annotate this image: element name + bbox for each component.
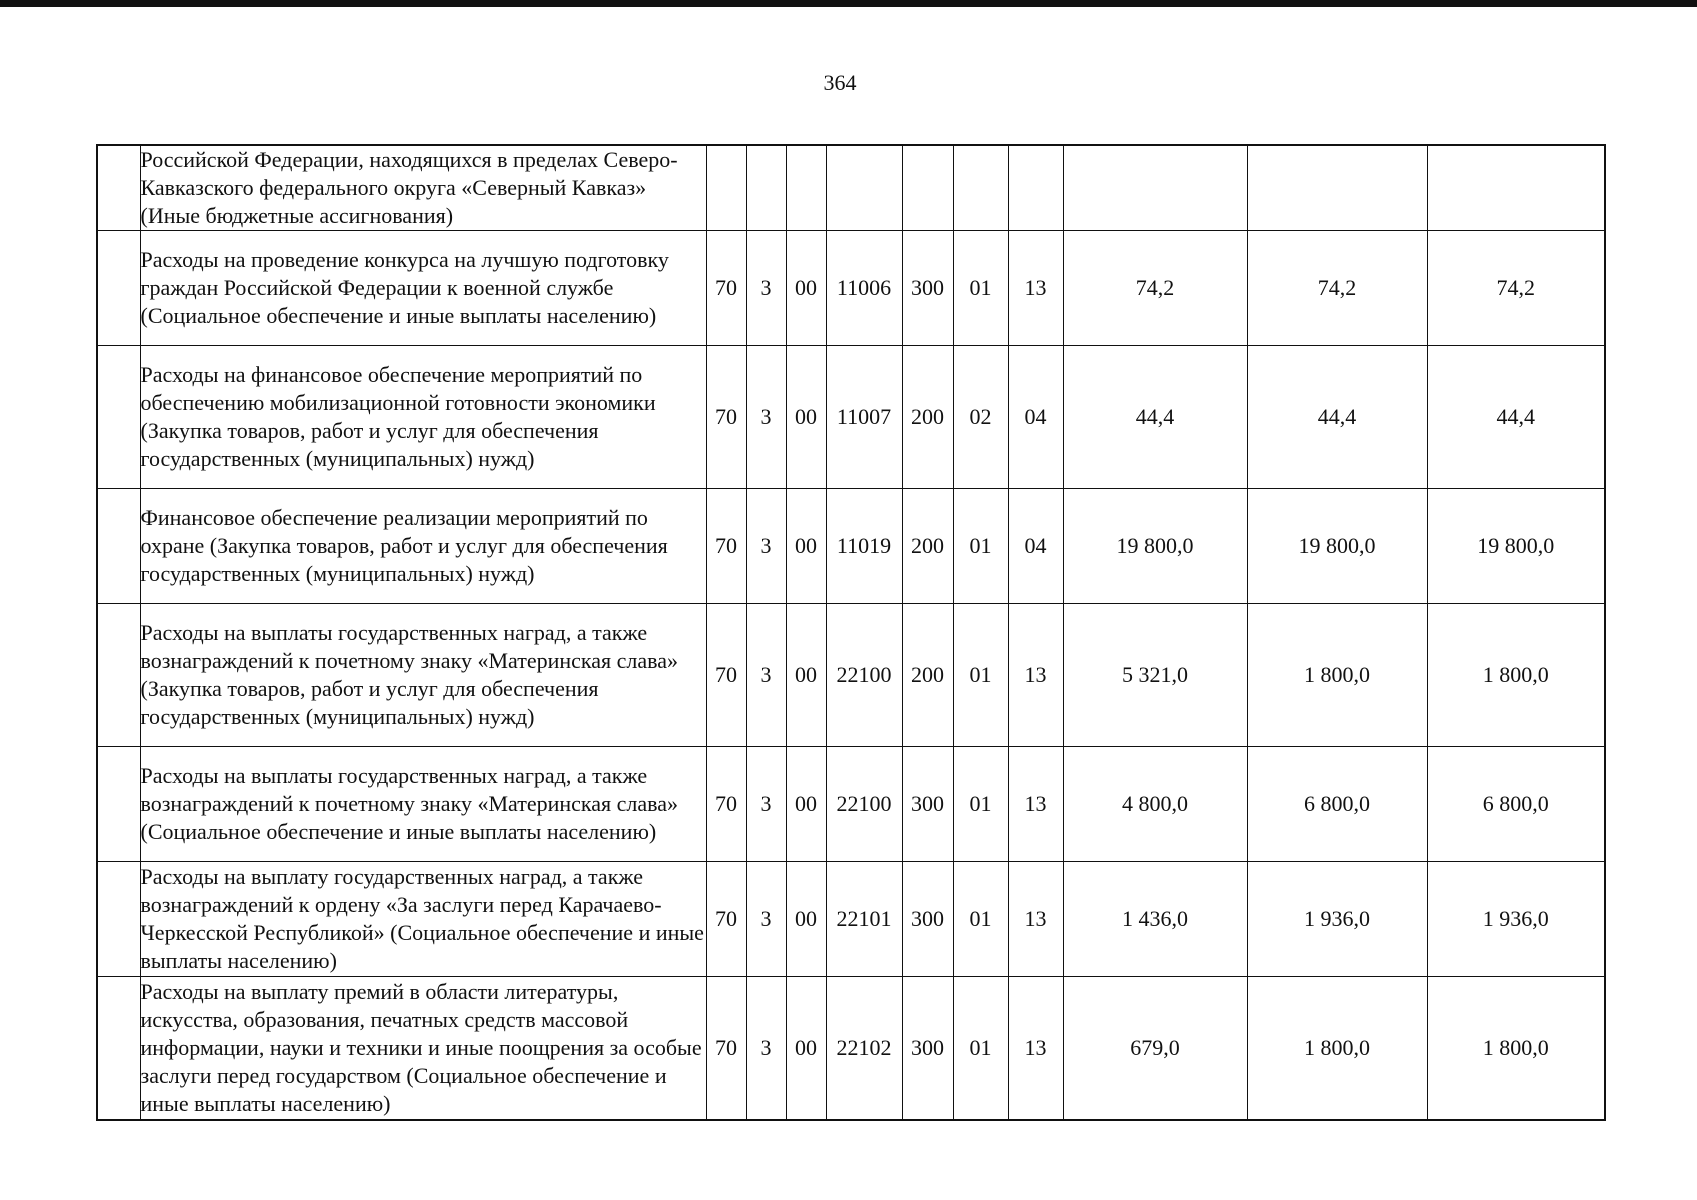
direction-code-cell: 00: [786, 862, 826, 977]
section-code-cell: 01: [953, 747, 1008, 862]
amount-year-2-cell: 6 800,0: [1247, 747, 1427, 862]
expense-code-cell: [826, 145, 902, 231]
amount-year-1-cell: 74,2: [1063, 231, 1247, 346]
direction-code-cell: 00: [786, 346, 826, 489]
subsection-code-cell: 04: [1008, 346, 1063, 489]
row-number-cell: [97, 346, 140, 489]
amount-year-3-cell: 74,2: [1427, 231, 1605, 346]
amount-year-3-cell: 1 936,0: [1427, 862, 1605, 977]
expense-type-code-cell: 300: [902, 862, 953, 977]
program-code-cell: [706, 145, 746, 231]
direction-code-cell: 00: [786, 231, 826, 346]
table-row: [97, 231, 1605, 346]
table-row: [97, 862, 1605, 977]
expense-name-cell: Расходы на выплаты государственных наград, а также вознаграждений к почетному знаку «Материнская слава» (Закупка товаров, работ и услуг для обеспечения государственных (муниципальных) нужд): [140, 604, 706, 747]
section-code-cell: 01: [953, 604, 1008, 747]
subsection-code-cell: 04: [1008, 489, 1063, 604]
subprogram-code-cell: 3: [746, 747, 786, 862]
subprogram-code-cell: 3: [746, 489, 786, 604]
amount-year-2-cell: 44,4: [1247, 346, 1427, 489]
subprogram-code-cell: 3: [746, 977, 786, 1120]
expense-code-cell: 22102: [826, 977, 902, 1120]
expense-code-cell: 22101: [826, 862, 902, 977]
amount-year-2-cell: 1 800,0: [1247, 977, 1427, 1120]
expense-code-cell: 22100: [826, 747, 902, 862]
subsection-code-cell: [1008, 145, 1063, 231]
table-row: [97, 145, 1605, 231]
row-number-cell: [97, 862, 140, 977]
subsection-code-cell: 13: [1008, 862, 1063, 977]
amount-year-3-cell: 1 800,0: [1427, 604, 1605, 747]
subprogram-code-cell: 3: [746, 862, 786, 977]
row-number-cell: [97, 977, 140, 1120]
amount-year-3-cell: 6 800,0: [1427, 747, 1605, 862]
direction-code-cell: 00: [786, 747, 826, 862]
amount-year-1-cell: 5 321,0: [1063, 604, 1247, 747]
expense-code-cell: 11006: [826, 231, 902, 346]
expense-name-cell: Российской Федерации, находящихся в пределах Северо-Кавказского федерального округа «Северный Кавказ» (Иные бюджетные ассигнования): [140, 145, 706, 231]
amount-year-2-cell: 1 936,0: [1247, 862, 1427, 977]
row-number-cell: [97, 231, 140, 346]
row-number-cell: [97, 604, 140, 747]
program-code-cell: 70: [706, 231, 746, 346]
expense-type-code-cell: 200: [902, 489, 953, 604]
budget-table-body: [97, 145, 1605, 1120]
amount-year-2-cell: 1 800,0: [1247, 604, 1427, 747]
expense-code-cell: 22100: [826, 604, 902, 747]
row-number-cell: [97, 145, 140, 231]
row-number-cell: [97, 489, 140, 604]
program-code-cell: 70: [706, 747, 746, 862]
expense-name-cell: Расходы на проведение конкурса на лучшую подготовку граждан Российской Федерации к военной службе (Социальное обеспечение и иные выплаты населению): [140, 231, 706, 346]
expense-name-cell: Расходы на выплаты государственных наград, а также вознаграждений к почетному знаку «Материнская слава» (Социальное обеспечение и иные выплаты населению): [140, 747, 706, 862]
section-code-cell: 01: [953, 231, 1008, 346]
amount-year-1-cell: 44,4: [1063, 346, 1247, 489]
expense-type-code-cell: 200: [902, 346, 953, 489]
direction-code-cell: 00: [786, 977, 826, 1120]
table-row: [97, 346, 1605, 489]
direction-code-cell: [786, 145, 826, 231]
subsection-code-cell: 13: [1008, 231, 1063, 346]
subsection-code-cell: 13: [1008, 977, 1063, 1120]
page-number: 364: [823, 70, 857, 95]
direction-code-cell: 00: [786, 604, 826, 747]
row-number-cell: [97, 747, 140, 862]
expense-code-cell: 11019: [826, 489, 902, 604]
expense-type-code-cell: 300: [902, 231, 953, 346]
amount-year-3-cell: 44,4: [1427, 346, 1605, 489]
expense-name-cell: Расходы на финансовое обеспечение мероприятий по обеспечению мобилизационной готовности экономики (Закупка товаров, работ и услуг для обеспечения государственных (муниципальных) нужд): [140, 346, 706, 489]
subprogram-code-cell: 3: [746, 604, 786, 747]
table-row: [97, 489, 1605, 604]
subprogram-code-cell: 3: [746, 231, 786, 346]
amount-year-3-cell: 19 800,0: [1427, 489, 1605, 604]
amount-year-3-cell: 1 800,0: [1427, 977, 1605, 1120]
program-code-cell: 70: [706, 862, 746, 977]
expense-type-code-cell: 300: [902, 747, 953, 862]
section-code-cell: 01: [953, 977, 1008, 1120]
expense-name-cell: Расходы на выплату государственных наград, а также вознаграждений к ордену «За заслуги перед Карачаево-Черкесской Республикой» (Социальное обеспечение и иные выплаты населению): [140, 862, 706, 977]
section-code-cell: [953, 145, 1008, 231]
expense-type-code-cell: 200: [902, 604, 953, 747]
program-code-cell: 70: [706, 346, 746, 489]
subsection-code-cell: 13: [1008, 747, 1063, 862]
amount-year-2-cell: 74,2: [1247, 231, 1427, 346]
amount-year-1-cell: 19 800,0: [1063, 489, 1247, 604]
amount-year-2-cell: 19 800,0: [1247, 489, 1427, 604]
program-code-cell: 70: [706, 604, 746, 747]
amount-year-1-cell: 1 436,0: [1063, 862, 1247, 977]
amount-year-1-cell: 679,0: [1063, 977, 1247, 1120]
amount-year-1-cell: [1063, 145, 1247, 231]
expense-type-code-cell: [902, 145, 953, 231]
subprogram-code-cell: [746, 145, 786, 231]
section-code-cell: 02: [953, 346, 1008, 489]
scan-top-border: [0, 0, 1697, 7]
expense-code-cell: 11007: [826, 346, 902, 489]
subprogram-code-cell: 3: [746, 346, 786, 489]
table-row: [97, 747, 1605, 862]
amount-year-1-cell: 4 800,0: [1063, 747, 1247, 862]
amount-year-3-cell: [1427, 145, 1605, 231]
table-row: [97, 604, 1605, 747]
expense-type-code-cell: 300: [902, 977, 953, 1120]
section-code-cell: 01: [953, 862, 1008, 977]
expense-name-cell: Расходы на выплату премий в области литературы, искусства, образования, печатных средств массовой информации, науки и техники и иные поощрения за особые заслуги перед государством (Социальное обеспечение и иные выплаты населению): [140, 977, 706, 1120]
program-code-cell: 70: [706, 977, 746, 1120]
budget-table: [96, 144, 1606, 1121]
table-row: [97, 977, 1605, 1120]
amount-year-2-cell: [1247, 145, 1427, 231]
program-code-cell: 70: [706, 489, 746, 604]
subsection-code-cell: 13: [1008, 604, 1063, 747]
section-code-cell: 01: [953, 489, 1008, 604]
direction-code-cell: 00: [786, 489, 826, 604]
expense-name-cell: Финансовое обеспечение реализации мероприятий по охране (Закупка товаров, работ и услуг для обеспечения государственных (муниципальных) нужд): [140, 489, 706, 604]
